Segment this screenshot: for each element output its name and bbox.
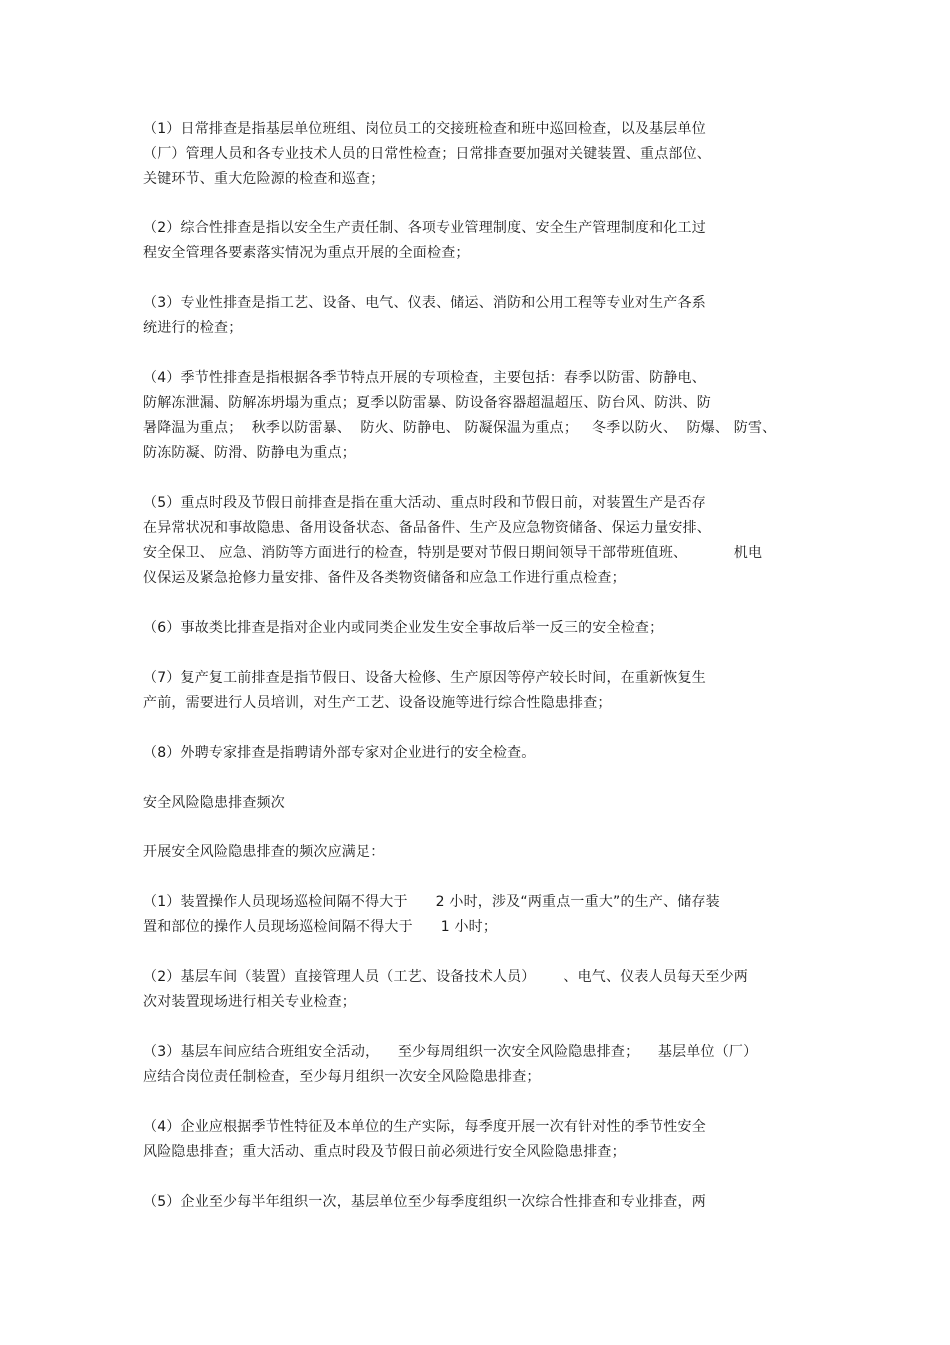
paragraph-8-line-1: （8）外聘专家排查是指聘请外部专家对企业进行的安全检查。 [143,745,536,761]
section-heading: 安全风险隐患排查频次 [143,795,285,811]
paragraph-1-line-2: （厂）管理人员和各专业技术人员的日常性检查；日常排查要加强对关键装置、重点部位、 [143,146,711,162]
frequency-4-line-1: （4）企业应根据季节性特征及本单位的生产实际，每季度开展一次有针对性的季节性安全 [143,1119,706,1135]
frequency-1-line-1: （1）装置操作人员现场巡检间隔不得大于 2 小时，涉及“两重点一重大”的生产、储存装 [143,894,720,910]
paragraph-1-line-1: （1）日常排查是指基层单位班组、岗位员工的交接班检查和班中巡回检查，以及基层单位 [143,121,706,137]
paragraph-5-line-2: 在异常状况和事故隐患、备用设备状态、备品备件、生产及应急物资储备、保运力量安排、 [143,520,711,536]
paragraph-3-line-2: 统进行的检查； [143,320,243,336]
paragraph-4-line-2: 防解冻泄漏、防解冻坍塌为重点；夏季以防雷暴、防设备容器超温超压、防台风、防洪、防 [143,395,711,411]
frequency-5-line-1: （5）企业至少每半年组织一次，基层单位至少每季度组织一次综合性排查和专业排查，两 [143,1194,706,1210]
paragraph-2-line-2: 程安全管理各要素落实情况为重点开展的全面检查； [143,245,470,261]
paragraph-6-line-1: （6）事故类比排查是指对企业内或同类企业发生安全事故后举一反三的安全检查； [143,620,664,636]
paragraph-7-line-2: 产前，需要进行人员培训，对生产工艺、设备设施等进行综合性隐患排查； [143,695,612,711]
section-intro: 开展安全风险隐患排查的频次应满足： [143,844,385,860]
frequency-2-line-2: 次对装置现场进行相关专业检查； [143,994,356,1010]
frequency-1-line-2: 置和部位的操作人员现场巡检间隔不得大于 1 小时； [143,919,498,935]
paragraph-4-line-1: （4）季节性排查是指根据各季节特点开展的专项检查，主要包括：春季以防雷、防静电、 [143,370,706,386]
paragraph-4-line-4: 防冻防凝、防滑、防静电为重点； [143,445,356,461]
paragraph-4-line-3: 暑降温为重点； 秋季以防雷暴、 防火、防静电、 防凝保温为重点； 冬季以防火、 防爆、 防雪、 [143,420,777,436]
paragraph-5-line-3: 安全保卫、 应急、消防等方面进行的检查，特别是要对节假日期间领导干部带班值班、 机电 [143,545,763,561]
paragraph-5-line-1: （5）重点时段及节假日前排查是指在重大活动、重点时段和节假日前，对装置生产是否存 [143,495,706,511]
frequency-2-line-1: （2）基层车间（装置）直接管理人员（工艺、设备技术人员） 、电气、仪表人员每天至少两 [143,969,749,985]
frequency-3-line-1: （3）基层车间应结合班组安全活动， 至少每周组织一次安全风险隐患排查； 基层单位（厂） [143,1044,758,1060]
paragraph-2-line-1: （2）综合性排查是指以安全生产责任制、各项专业管理制度、安全生产管理制度和化工过 [143,220,706,236]
frequency-4-line-2: 风险隐患排查；重大活动、重点时段及节假日前必须进行安全风险隐患排查； [143,1144,626,1160]
paragraph-3-line-1: （3）专业性排查是指工艺、设备、电气、仪表、储运、消防和公用工程等专业对生产各系 [143,295,706,311]
paragraph-7-line-1: （7）复产复工前排查是指节假日、设备大检修、生产原因等停产较长时间，在重新恢复生 [143,670,706,686]
frequency-3-line-2: 应结合岗位责任制检查，至少每月组织一次安全风险隐患排查； [143,1069,541,1085]
paragraph-1-line-3: 关键环节、重大危险源的检查和巡查； [143,171,385,187]
paragraph-5-line-4: 仪保运及紧急抢修力量安排、备件及各类物资储备和应急工作进行重点检查； [143,570,626,586]
